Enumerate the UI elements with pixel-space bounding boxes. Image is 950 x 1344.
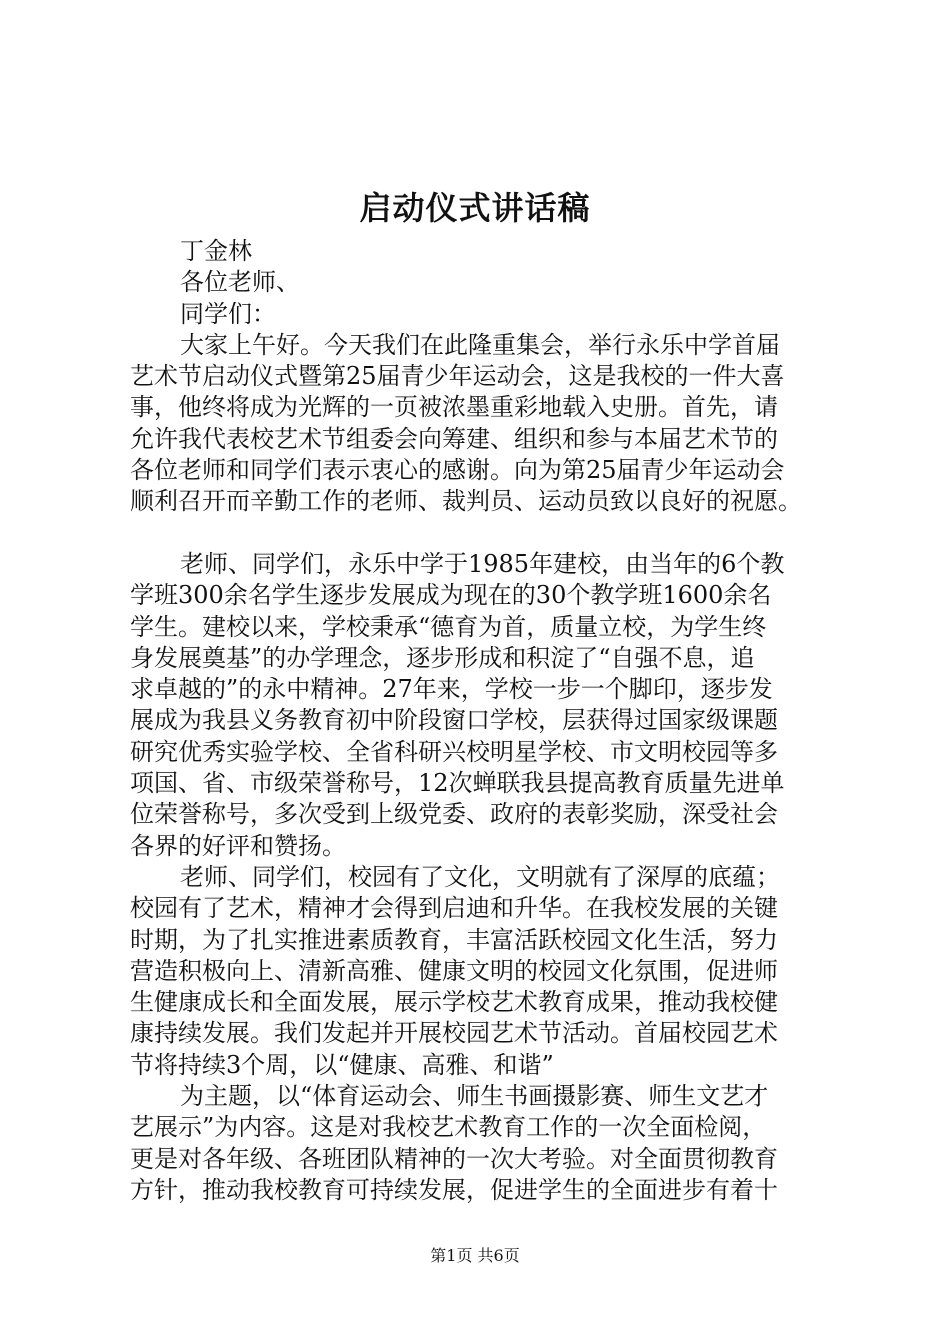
- salutation-line: 同学们：: [180, 299, 276, 328]
- page-footer: 第1页 共6页: [430, 1246, 520, 1265]
- paragraph-line: 节将持续3个周，以“健康、高雅、和谐”: [130, 1050, 554, 1079]
- paragraph-line: 顺利召开而辛勤工作的老师、裁判员、运动员致以良好的祝愿。: [130, 487, 802, 516]
- paragraph-line: 为主题，以“体育运动会、师生书画摄影赛、师生文艺才: [180, 1082, 769, 1111]
- salutation-line: 各位老师、: [180, 268, 300, 297]
- paragraph-line: 营造积极向上、清新高雅、健康文明的校园文化氛围，促进师: [130, 956, 778, 985]
- paragraph-line: 康持续发展。我们发起并开展校园艺术节活动。首届校园艺术: [130, 1019, 778, 1048]
- document-body: [130, 236, 830, 1206]
- paragraph-line: 更是对各年级、各班团队精神的一次大考验。对全面贯彻教育: [130, 1144, 778, 1173]
- document-title: 启动仪式讲话稿: [359, 189, 591, 227]
- paragraph-line: 事，他终将成为光辉的一页被浓墨重彩地载入史册。首先，请: [130, 393, 778, 422]
- paragraph-line: 大家上午好。今天我们在此隆重集会，举行永乐中学首届: [180, 330, 780, 359]
- paragraph-line: 校园有了艺术，精神才会得到启迪和升华。在我校发展的关键: [130, 894, 778, 923]
- paragraph-line: 学生。建校以来，学校秉承“德育为首，质量立校，为学生终: [130, 612, 767, 641]
- paragraph-line: 老师、同学们，永乐中学于1985年建校，由当年的6个教: [180, 549, 785, 578]
- paragraph-line: 各位老师和同学们表示衷心的感谢。向为第25届青少年运动会: [130, 456, 785, 485]
- author-line: 丁金林: [180, 237, 252, 265]
- paragraph-line: 展成为我县义务教育初中阶段窗口学校，层获得过国家级课题: [130, 706, 778, 735]
- paragraph-line: 身发展奠基”的办学理念，逐步形成和积淀了“自强不息，追: [130, 643, 755, 672]
- paragraph-line: 研究优秀实验学校、全省科研兴校明星学校、市文明校园等多: [130, 737, 778, 766]
- blank-line: [130, 518, 830, 549]
- paragraph-line: 各界的好评和赞扬。: [130, 831, 346, 860]
- paragraph-line: 求卓越的”的永中精神。27年来，学校一步一个脚印，逐步发: [130, 675, 773, 704]
- paragraph-line: 方针，推动我校教育可持续发展，促进学生的全面进步有着十: [130, 1175, 778, 1204]
- paragraph-line: 项国、省、市级荣誉称号，12次蝉联我县提高教育质量先进单: [130, 769, 785, 798]
- paragraph-line: 艺术节启动仪式暨第25届青少年运动会，这是我校的一件大喜: [130, 362, 785, 391]
- paragraph-line: 学班300余名学生逐步发展成为现在的30个教学班1600余名: [130, 581, 772, 610]
- paragraph-line: 时期，为了扎实推进素质教育，丰富活跃校园文化生活，努力: [130, 925, 778, 954]
- paragraph-line: 允许我代表校艺术节组委会向筹建、组织和参与本届艺术节的: [130, 424, 778, 453]
- paragraph-line: 生健康成长和全面发展，展示学校艺术教育成果，推动我校健: [130, 988, 778, 1017]
- paragraph-line: 位荣誉称号，多次受到上级党委、政府的表彰奖励，深受社会: [130, 800, 778, 829]
- paragraph-line: 老师、同学们，校园有了文化，文明就有了深厚的底蕴；: [180, 862, 780, 891]
- paragraph-line: 艺展示”为内容。这是对我校艺术教育工作的一次全面检阅，: [130, 1113, 767, 1142]
